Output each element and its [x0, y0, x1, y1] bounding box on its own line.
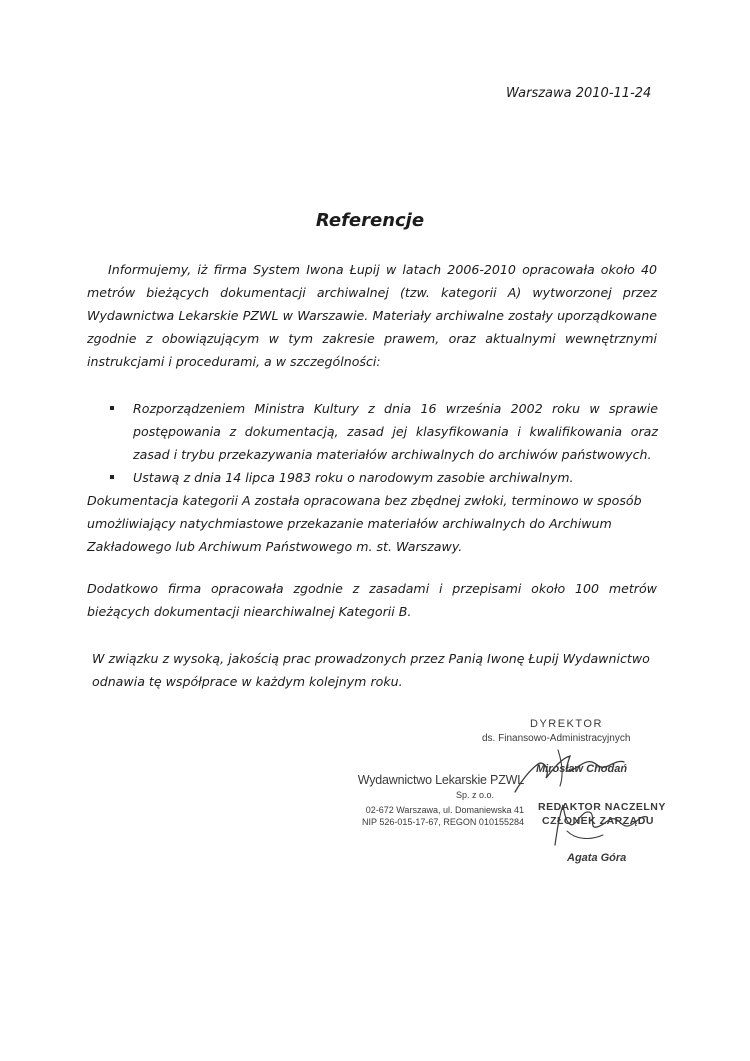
list-item-line: zasad i trybu przekazywania materiałów archiwalnych do archiwów państwowych.: [133, 447, 652, 462]
paragraph-line: Dodatkowo firma opracowała zgodnie z zasadami i przepisami około 100 metrów: [87, 581, 657, 596]
list-item-line: Rozporządzeniem Ministra Kultury z dnia 16 września 2002 roku w sprawie: [133, 401, 658, 416]
paragraph-line: umożliwiający natychmiastowe przekazanie materiałów archiwalnych do Archiwum: [87, 516, 612, 531]
editor-role: REDAKTOR NACZELNY: [538, 801, 666, 813]
paragraph-conclusion: [92, 647, 662, 693]
list-item-line: postępowania z dokumentacją, zasad jej klasyfikowania i kwalifikowania oraz: [133, 424, 658, 439]
document-date: Warszawa 2010-11-24: [506, 86, 652, 101]
paragraph-line: Zakładowego lub Archiwum Państwowego m. st. Warszawy.: [87, 539, 463, 554]
paragraph-line: W związku z wysoką, jakością prac prowadzonych przez Panią Iwonę Łupij Wydawnictwo: [92, 651, 650, 666]
board-member-role: CZŁONEK ZARZĄDU: [542, 815, 654, 827]
paragraph-line: bieżących dokumentacji niearchiwalnej Kategorii B.: [87, 604, 412, 619]
list-item: [110, 466, 658, 489]
company-stamp: [352, 773, 524, 828]
paragraph-category-a: [87, 489, 657, 558]
paragraph-line: Wydawnictwa Lekarskie PZWL w Warszawie. Materiały archiwalne zostały uporządkowane: [87, 308, 657, 323]
bullet-icon: [110, 475, 114, 479]
editor-name: Agata Góra: [567, 852, 627, 864]
company-address: 02-672 Warszawa, ul. Domaniewska 41: [365, 805, 524, 815]
editor-signature-icon: [545, 795, 655, 855]
list-item: [110, 397, 658, 466]
paragraph-line: Informujemy, iż firma System Iwona Łupij w latach 2006-2010 opracowała około 40: [108, 262, 657, 277]
director-department: ds. Finansowo-Administracyjnych: [482, 733, 631, 744]
paragraph-category-b: [87, 577, 657, 623]
director-name: Mirosław Chodań: [536, 763, 628, 775]
director-signature-icon: [500, 740, 630, 800]
paragraph-line: odnawia tę współprace w każdym kolejnym roku.: [92, 674, 403, 689]
list-item-line: Ustawą z dnia 14 lipca 1983 roku o narodowym zasobie archiwalnym.: [133, 470, 574, 485]
paragraph-line: Dokumentacja kategorii A została opracowana bez zbędnej zwłoki, terminowo w sposób: [87, 493, 642, 508]
paragraph-line: zgodnie z obowiązującym w tym zakresie prawem, oraz aktualnymi wewnętrznymi: [87, 331, 657, 346]
company-ids: NIP 526-015-17-67, REGON 010155284: [362, 817, 524, 827]
company-name: Wydawnictwo Lekarskie PZWL: [357, 773, 524, 787]
paragraph-line: metrów bieżących dokumentacji archiwalnej (tzw. kategorii A) wytworzonej przez: [87, 285, 657, 300]
document-title: Referencje: [315, 210, 425, 231]
regulations-list: [110, 397, 658, 489]
paragraph-intro: [87, 258, 657, 373]
paragraph-line: instrukcjami i procedurami, a w szczególności:: [87, 354, 381, 369]
company-form: Sp. z o.o.: [455, 790, 494, 800]
director-role: DYREKTOR: [530, 718, 603, 730]
bullet-icon: [110, 406, 114, 410]
